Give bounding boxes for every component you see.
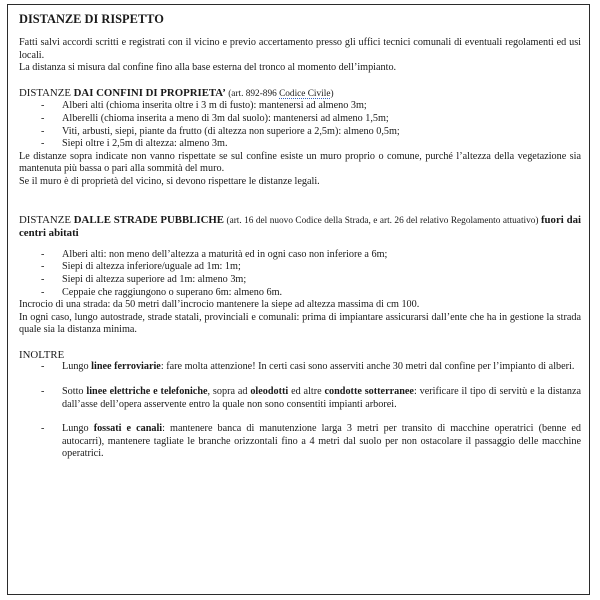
strade-note-1: Incrocio di una strada: da 50 metri dall’incrocio mantenere la siepe ad altezza massima di cm 100. bbox=[19, 299, 420, 311]
item-text: Sotto bbox=[62, 386, 87, 398]
list-item-text: Alberelli (chioma inserita a meno di 3m dal suolo): mantenersi ad almeno 1,5m; bbox=[62, 112, 389, 124]
list-item bbox=[19, 287, 581, 300]
inoltre-item-linee-elettriche bbox=[19, 386, 581, 411]
document-content bbox=[19, 12, 581, 461]
list-item-text: Ceppaie che raggiungono o superano 6m: almeno 6m. bbox=[62, 286, 283, 298]
list-item-text: Viti, arbusti, siepi, piante da frutto (di altezza non superiore a 2,5m): almeno 0,5m; bbox=[62, 125, 400, 137]
dash-bullet: - bbox=[41, 125, 45, 137]
confini-heading bbox=[19, 87, 581, 101]
item-text: Lungo bbox=[62, 361, 92, 373]
dash-bullet: - bbox=[41, 273, 45, 285]
strade-heading-bold-2: fuori dai centri abitati bbox=[19, 213, 581, 240]
confini-list bbox=[19, 100, 581, 150]
inoltre-heading: INOLTRE bbox=[19, 348, 65, 361]
list-item-text: Alberi alti: non meno dell’altezza a maturità ed in ogni caso non inferiore a 6m; bbox=[62, 248, 388, 260]
confini-heading-close: ) bbox=[330, 88, 334, 99]
list-item bbox=[19, 113, 581, 126]
strade-heading bbox=[19, 214, 581, 240]
list-item bbox=[19, 249, 581, 262]
dash-bullet: - bbox=[41, 386, 45, 398]
list-item-text: Siepi di altezza superiore ad 1m: almeno 3m; bbox=[62, 273, 247, 285]
list-item bbox=[19, 261, 581, 274]
strade-note-2: In ogni caso, lungo autostrade, strade statali, provinciali e comunali: prima di impiantare assicurarsi dall’ente che ha in gestione la strada quale sia la distanza minima. bbox=[19, 311, 581, 336]
item-bold: linee elettriche e telefoniche bbox=[86, 386, 208, 398]
list-item-text: Siepi oltre i 2,5m di altezza: almeno 3m. bbox=[62, 138, 228, 150]
list-item bbox=[19, 274, 581, 287]
document-frame bbox=[7, 4, 590, 595]
confini-heading-prefix: DISTANZE bbox=[19, 86, 74, 99]
list-item bbox=[19, 126, 581, 139]
item-text: : verificare il tipo di servitù e la distanza dall’asse dell’opera asservente entro la quale non sono consentiti impianti arborei. bbox=[62, 386, 582, 410]
dash-bullet: - bbox=[41, 261, 45, 273]
confini-note-2: Se il muro è di proprietà del vicino, si devono rispettare le distanze legali. bbox=[19, 175, 320, 187]
confini-note-1: Le distanze sopra indicate non vanno rispettate se sul confine esiste un muro proprio o comune, purché l’altezza della vegetazione sia mantenuta più bassa o pari alla sommità del muro. bbox=[19, 150, 581, 175]
item-bold: oleodotti bbox=[250, 386, 289, 398]
item-bold: condotte sotterranee bbox=[324, 386, 414, 398]
list-item bbox=[19, 100, 581, 113]
item-text: : fare molta attenzione! In certi casi sono asserviti anche 30 metri dal confine per l’impianto di alberi. bbox=[160, 361, 575, 373]
codice-civile-link[interactable]: Codice Civile bbox=[279, 88, 331, 99]
inoltre-item-ferrovie bbox=[19, 361, 581, 374]
strade-note bbox=[19, 299, 581, 337]
item-bold: fossati e canali bbox=[93, 423, 163, 435]
confini-heading-bold: DAI CONFINI DI PROPRIETA’ bbox=[73, 86, 226, 99]
dash-bullet: - bbox=[41, 286, 45, 298]
document-title: DISTANZE DI RISPETTO bbox=[19, 12, 164, 26]
dash-bullet: - bbox=[41, 423, 45, 435]
intro-line-1: Fatti salvi accordi scritti e registrati con il vicino e previo accertamento presso gli uffici tecnici comunali di eventuali regolamenti ed usi locali. bbox=[19, 37, 581, 61]
strade-list bbox=[19, 249, 581, 299]
list-item-text: Alberi alti (chioma inserita oltre i 3 m di fusto): mantenersi ad almeno 3m; bbox=[62, 100, 367, 112]
dash-bullet: - bbox=[41, 361, 45, 373]
dash-bullet: - bbox=[41, 100, 45, 112]
item-text: Lungo bbox=[62, 423, 94, 435]
confini-heading-ref: (art. 892-896 bbox=[225, 88, 280, 99]
item-text: : mantenere banca di manutenzione larga 3 metri per transito di macchine operatrici (benne ed autocarri), mantenere tagliate le branche orizzontali fino a 4 metri dal suolo per non ostacolare il passaggio delle macchine operatrici. bbox=[62, 423, 581, 460]
strade-heading-bold: DALLE STRADE PUBBLICHE bbox=[73, 213, 225, 226]
item-text: , sopra ad bbox=[207, 386, 251, 398]
dash-bullet: - bbox=[41, 138, 45, 150]
list-item-text: Siepi di altezza inferiore/uguale ad 1m: 1m; bbox=[62, 261, 241, 273]
inoltre-item-fossati bbox=[19, 423, 581, 461]
confini-note bbox=[19, 151, 581, 189]
item-bold: linee ferroviarie bbox=[91, 361, 161, 373]
dash-bullet: - bbox=[41, 112, 45, 124]
list-item bbox=[19, 138, 581, 151]
strade-heading-ref: (art. 16 del nuovo Codice della Strada, e art. 26 del relativo Regolamento attuativo) bbox=[224, 215, 541, 226]
strade-heading-prefix: DISTANZE bbox=[19, 213, 74, 226]
intro-line-2: La distanza si misura dal confine fino alla base esterna del tronco al momento dell’impianto. bbox=[19, 62, 397, 74]
dash-bullet: - bbox=[41, 248, 45, 260]
intro-paragraph bbox=[19, 37, 581, 75]
item-text: ed altre bbox=[288, 386, 325, 398]
